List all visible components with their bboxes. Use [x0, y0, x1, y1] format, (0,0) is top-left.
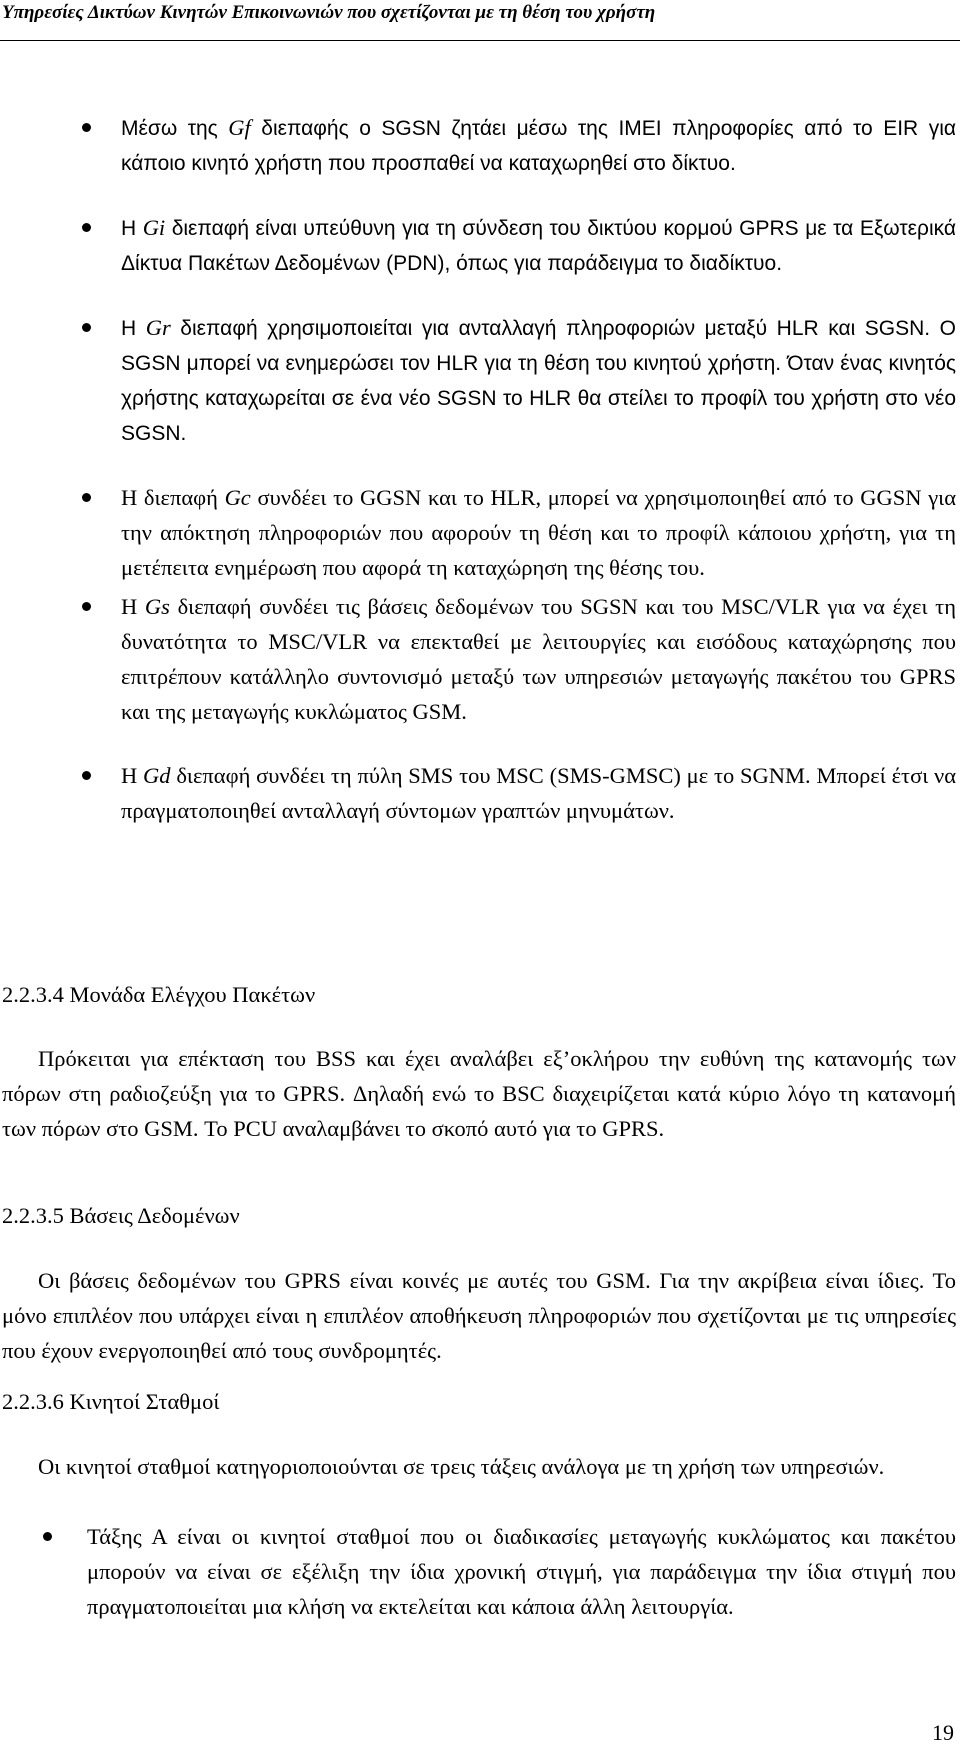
section-heading-db: 2.2.3.5 Βάσεις Δεδομένων	[2, 1203, 240, 1228]
bullet-dot	[82, 223, 91, 232]
bullet-text: Η Gs διεπαφή συνδέει τις βάσεις δεδομένων του SGSN και του MSC/VLR για να έχει τη δυνατότητα το MSC/VLR να επεκταθεί με λειτουργίες και εισόδους καταχώρησης που επιτρέπουν κατάλληλο συντονισμό μεταξύ των υπηρεσιών μεταγωγής πακέτου του GPRS και της μεταγωγής κυκλώματος GSM.	[121, 594, 956, 724]
bullet-text: Η διεπαφή Gc συνδέει το GGSN και το HLR, μπορεί να χρησιμοποιηθεί από το GGSN για την απόκτηση πληροφοριών που αφορούν τη θέση και το προφίλ κάποιου χρήστη, για τη μετέπειτα ενημέρωση που αφορά τη καταχώρηση της θέσης του.	[121, 485, 956, 580]
running-header: Υπηρεσίες Δικτύων Κινητών Επικοινωνιών που σχετίζονται με τη θέση του χρήστη	[2, 2, 656, 23]
bullet-gf	[0, 110, 960, 181]
bullet-dot	[82, 493, 91, 502]
interface-name: Gs	[144, 594, 170, 619]
interface-name: Gf	[228, 115, 251, 140]
interface-name: Gr	[145, 315, 171, 340]
bullet-gc	[0, 480, 960, 585]
bullet-gr	[0, 310, 960, 451]
section-heading-ms: 2.2.3.6 Κινητοί Σταθμοί	[2, 1389, 220, 1414]
interface-name: Gi	[142, 215, 166, 240]
bullet-dot	[82, 602, 91, 611]
bullet-dot	[82, 771, 91, 780]
bullet-text: Μέσω της Gf διεπαφής ο SGSN ζητάει μέσω της IMEI πληροφορίες από το EIR για κάποιο κινητό χρήστη που προσπαθεί να καταχωρηθεί στο δίκτυο.	[121, 115, 956, 175]
section-body-db: Οι βάσεις δεδομένων του GPRS είναι κοινές με αυτές του GSM. Για την ακρίβεια είναι ίδιες. Το μόνο επιπλέον που υπάρχει είναι η επιπλέον αποθήκευση πληροφοριών που σχετίζονται με τις υπηρεσίες που έχουν ενεργοποιηθεί από τους συνδρομητές.	[2, 1268, 956, 1363]
bullet-gd	[0, 758, 960, 828]
page-number: 19	[932, 1720, 954, 1745]
bullet-text: Τάξης Α είναι οι κινητοί σταθμοί που οι διαδικασίες μεταγωγής κυκλώματος και πακέτου μπορούν να είναι σε εξέλιξη την ίδια χρονική στιγμή, για παράδειγμα την ίδια στιγμή που πραγματοποιείται μια κλήση να εκτελείται και κάποια άλλη λειτουργία.	[87, 1524, 956, 1619]
bullet-dot	[82, 123, 91, 132]
bullet-gi	[0, 210, 960, 281]
interface-name: Gc	[224, 485, 251, 510]
bullet-text: Η Gi διεπαφή είναι υπεύθυνη για τη σύνδεση του δικτύου κορμού GPRS με τα Εξωτερικά Δίκτυα Πακέτων Δεδομένων (PDN), όπως για παράδειγμα το διαδίκτυο.	[121, 215, 956, 275]
bullet-gs	[0, 589, 960, 729]
section-heading-pcu: 2.2.3.4 Μονάδα Ελέγχου Πακέτων	[2, 982, 316, 1007]
bullet-dot	[82, 323, 91, 332]
section-body-pcu: Πρόκειται για επέκταση του BSS και έχει αναλάβει εξ’οκλήρου την ευθύνη της κατανομής των πόρων στη ραδιοζεύξη για το GPRS. Δηλαδή ενώ το BSC διαχειρίζεται κατά κύριο λόγο τη κατανομή των πόρων στο GSM. Το PCU αναλαμβάνει το σκοπό αυτό για το GPRS.	[2, 1046, 956, 1141]
section-body-ms: Οι κινητοί σταθμοί κατηγοριοποιούνται σε τρεις τάξεις ανάλογα με τη χρήση των υπηρεσιών.	[38, 1454, 885, 1479]
interface-name: Gd	[143, 763, 171, 788]
bullet-text: Η Gd διεπαφή συνδέει τη πύλη SMS του MSC (SMS-GMSC) με το SGNM. Μπορεί έτσι να πραγματοποιηθεί ανταλλαγή σύντομων γραπτών μηνυμάτων.	[121, 763, 957, 823]
bullet-text: Η Gr διεπαφή χρησιμοποιείται για ανταλλαγή πληροφοριών μεταξύ HLR και SGSN. Ο SGSN μπορεί να ενημερώσει τον HLR για τη θέση του κινητού χρήστη. Όταν ένας κινητός χρήστης καταχωρείται σε ένα νέο SGSN το HLR θα στείλει το προφίλ του χρήστη στο νέο SGSN.	[121, 315, 957, 445]
header-rule	[0, 40, 960, 41]
class-a-bullet	[0, 1519, 960, 1624]
bullet-dot	[43, 1532, 52, 1541]
interface-bullet-list	[0, 110, 960, 857]
